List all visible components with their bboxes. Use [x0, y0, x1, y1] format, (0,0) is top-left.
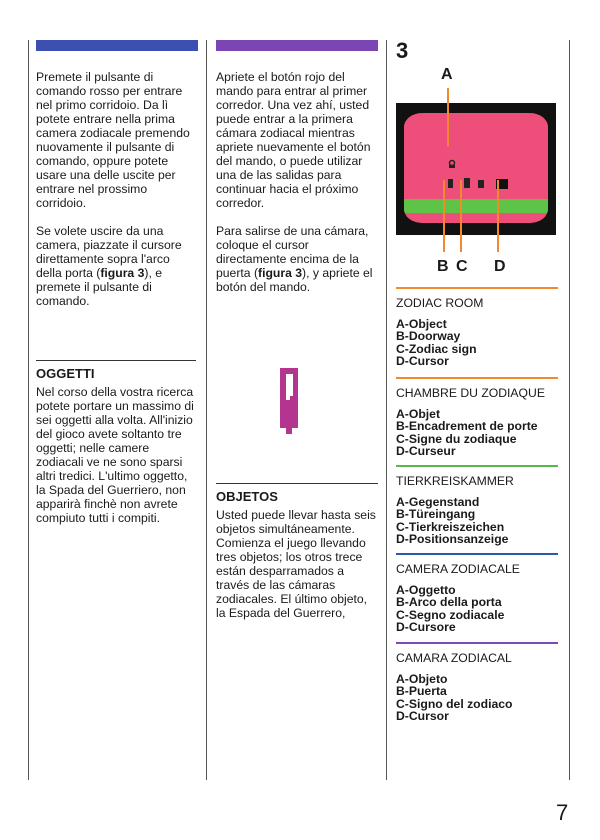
figure-label-b: B: [437, 258, 449, 275]
legend-item: C-Zodiac sign: [396, 341, 477, 356]
legend-item: C-Signo del zodiaco: [396, 696, 513, 711]
figure-number: 3: [396, 38, 409, 63]
legend-item: A-Oggetto: [396, 582, 456, 597]
spanish-column: [216, 70, 378, 308]
legend-item: D-Cursor: [396, 354, 449, 369]
legend-item: D-Curseur: [396, 444, 456, 459]
legend-spanish: [396, 642, 558, 723]
legend-item: D-Cursor: [396, 709, 449, 724]
legend-title: CAMARA ZODIACAL: [396, 651, 512, 665]
legend-item: A-Gegenstand: [396, 494, 480, 509]
legend-english: [396, 287, 558, 368]
column-divider: [206, 40, 207, 780]
legend-title: TIERKREISKAMMER: [396, 474, 514, 488]
legend-item: B-Arco della porta: [396, 595, 502, 610]
figure-label-c: C: [456, 258, 468, 275]
doorway-illustration: [278, 366, 302, 436]
screen-floor: [404, 199, 548, 213]
callout-line-b: [443, 180, 445, 252]
figure-label-a: A: [441, 66, 453, 83]
legend-german: [396, 465, 558, 546]
page-number: 7: [556, 800, 569, 825]
callout-line-c: [460, 180, 462, 252]
legend-item: C-Signe du zodiaque: [396, 431, 517, 446]
legend-item: B-Puerta: [396, 684, 447, 699]
column-divider: [386, 40, 387, 780]
italian-paragraph-3: Nel corso della vostra ricerca potete portare un massimo di sei oggetti alla volta. All'inizio del gioco avete soltanto tre oggetti; nelle camere zodiacali ve ne sono sparsi altri tredici. L'ultimo oggetto, la Spada del Guerriero, non apparirà finchè non avrete compiuto tutti i compiti.: [36, 385, 194, 525]
legend-item: B-Encadrement de porte: [396, 419, 538, 434]
legend-french: [396, 377, 558, 458]
legend-item: C-Tierkreiszeichen: [396, 519, 505, 534]
legend-item: D-Positionsanzeige: [396, 532, 509, 547]
column-divider: [28, 40, 29, 780]
legend-item: A-Object: [396, 316, 447, 331]
legend-title: CAMERA ZODIACALE: [396, 562, 520, 576]
legend-title: ZODIAC ROOM: [396, 296, 484, 310]
game-screen-figure: [396, 103, 556, 235]
spanish-objects-heading: OBJETOS: [216, 489, 278, 504]
figure-label-d: D: [494, 258, 506, 275]
spanish-paragraph-1: Apriete el botón rojo del mando para entrar al primer corredor. Una vez ahí, usted puede entrar a la primera cámara zodiacal mientras apriete nuevamente el botón del mando, o puede utilizar una de las salidas para continuar hacia el próximo corredor.: [216, 70, 371, 210]
spanish-objects-section: [216, 483, 378, 634]
italian-objects-heading: OGGETTI: [36, 366, 95, 381]
italian-column: [36, 70, 196, 539]
spanish-color-bar: [216, 40, 378, 51]
legend-item: D-Cursore: [396, 620, 456, 635]
legend-item: B-Doorway: [396, 329, 461, 344]
spanish-paragraph-2: Para salirse de una cámara, coloque el cursor directamente encima de la puerta (figura 3), y apriete el botón del mando.: [216, 224, 373, 294]
italian-color-bar: [36, 40, 198, 51]
italian-paragraph-1: Premete il pulsante di comando rosso per entrare nel primo corridoio. Da lì potete entrare nella prima camera zodiacale premendo nuovamente il pulsante di comando, oppure potete usare una delle uscite per entrare nel prossimo corridoio.: [36, 70, 190, 210]
legend-italian: [396, 553, 558, 634]
zodiac-room-screen: [404, 113, 548, 223]
legend-title: CHAMBRE DU ZODIAQUE: [396, 386, 545, 400]
legend-item: A-Objeto: [396, 671, 448, 686]
legend-item: C-Segno zodiacale: [396, 607, 505, 622]
legend-item: B-Türeingang: [396, 507, 476, 522]
column-divider: [569, 40, 570, 780]
legend-item: A-Objet: [396, 406, 441, 421]
italian-paragraph-2: Se volete uscire da una camera, piazzate il cursore direttamente sopra l'arco della porta (figura 3), e premete il pulsante di comando.: [36, 224, 182, 308]
callout-line-a: [447, 88, 449, 146]
callout-line-d: [497, 180, 499, 252]
spanish-paragraph-3: Usted puede llevar hasta seis objetos simultáneamente. Comienza el juego llevando tres objetos; los otros trece están desparramados a través de las cámaras zodiacales. El último objeto, la Espada del Guerrero,: [216, 508, 376, 620]
